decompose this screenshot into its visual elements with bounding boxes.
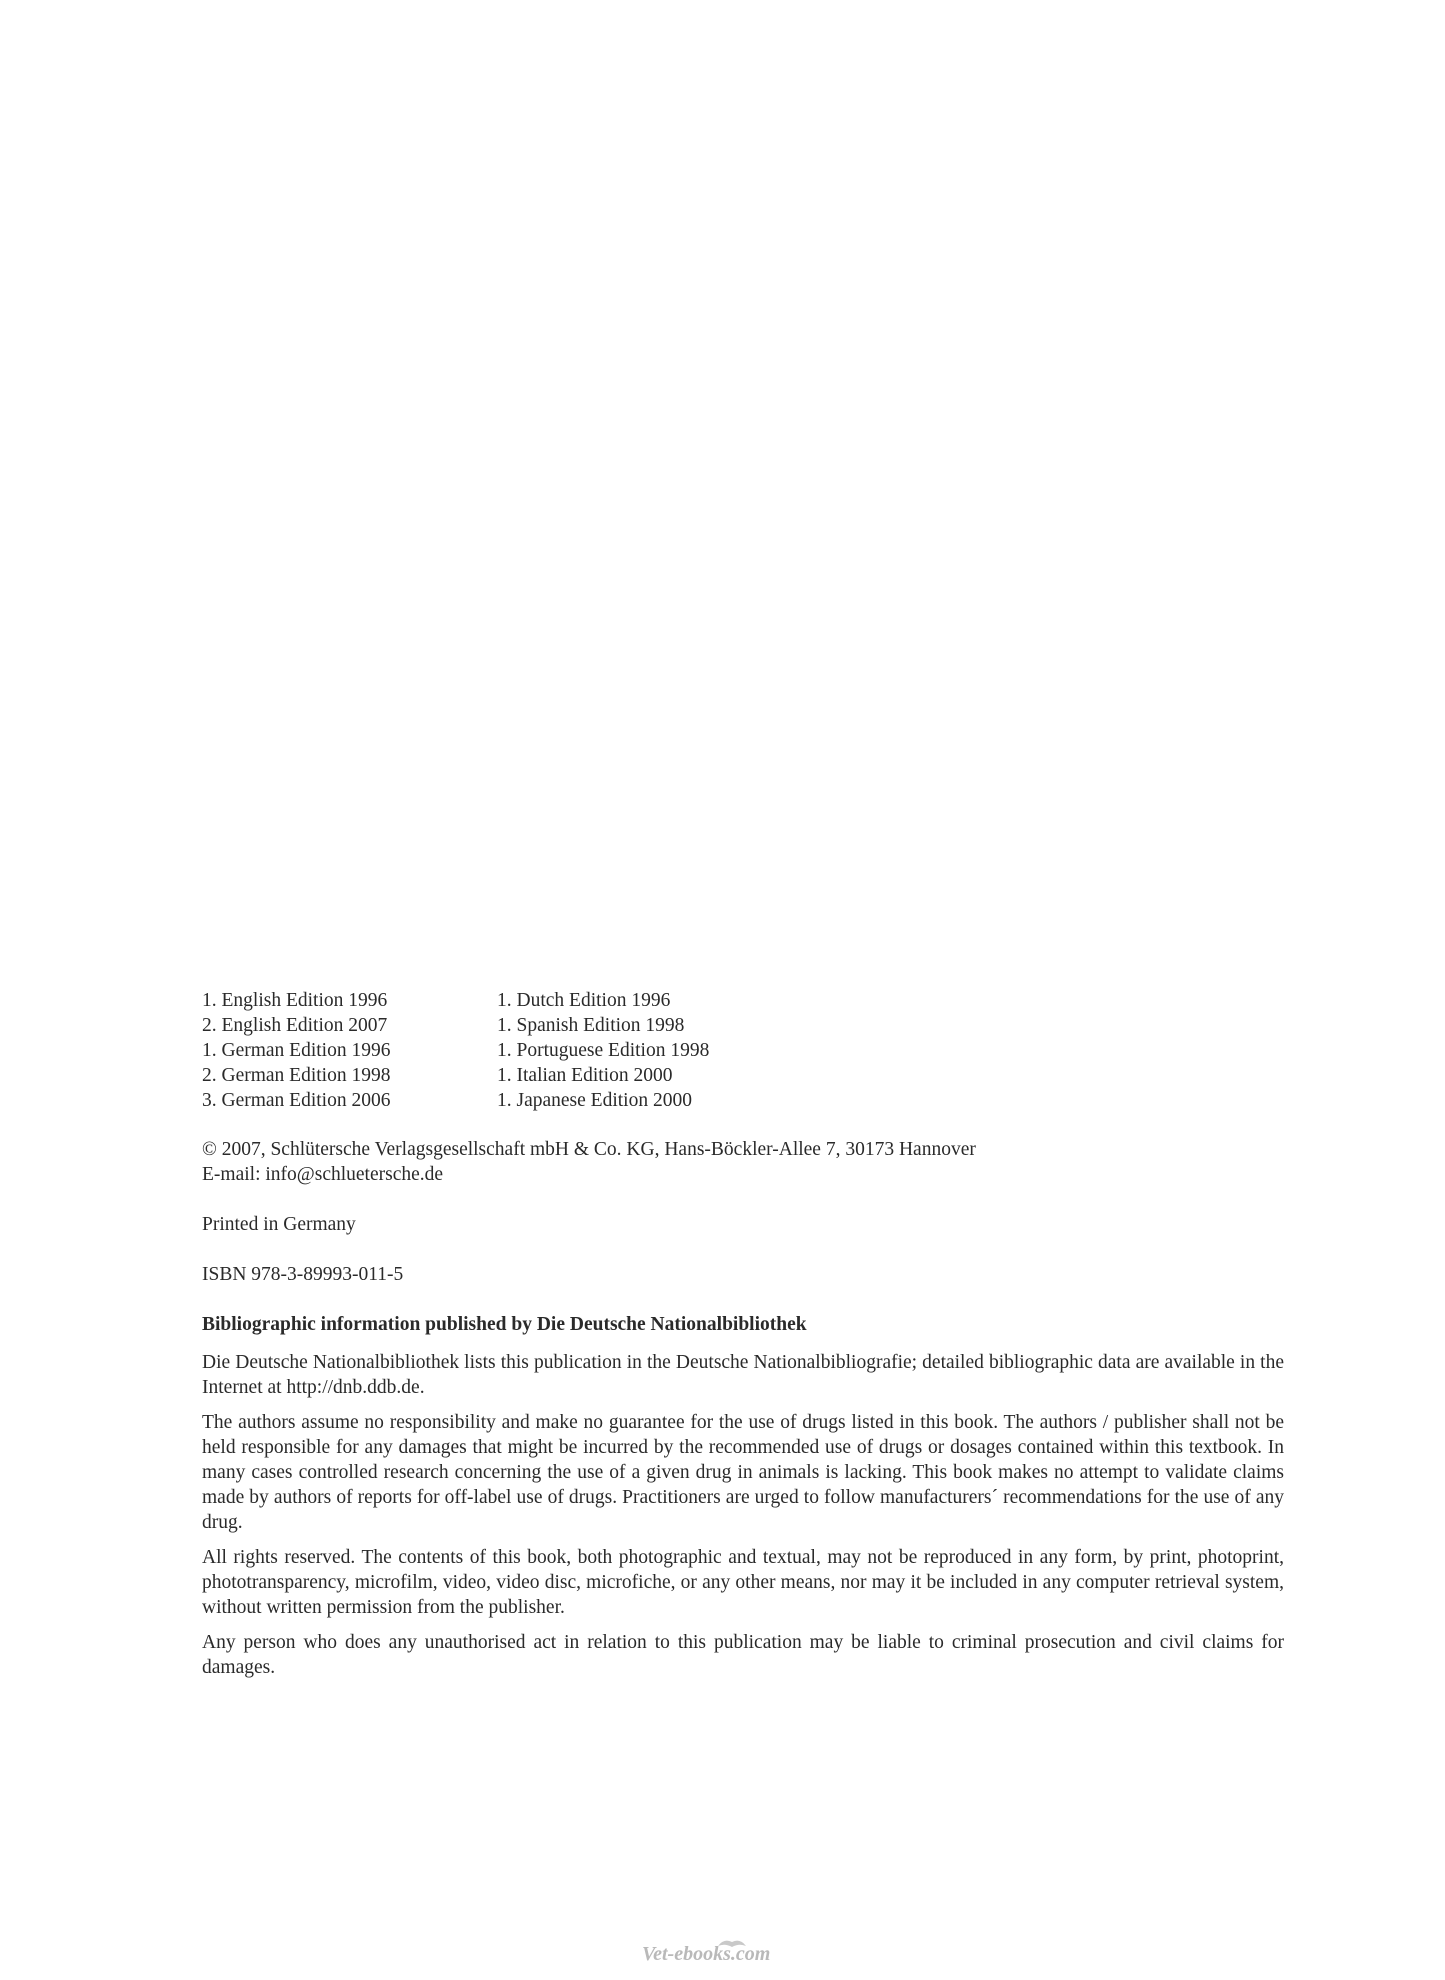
edition-entry: 1. Japanese Edition 2000 [497, 1090, 692, 1111]
editions-column-right [497, 988, 897, 1113]
edition-entry: 1. Portuguese Edition 1998 [497, 1040, 710, 1061]
rights-reserved-paragraph: All rights reserved. The contents of this book, both photographic and textual, may not be reproduced in any form, by print, photoprint, phototransparency, microfilm, video, video disc, microfiche, or any other means, nor may it be included in any computer retrieval system, without written permission from the publisher. [202, 1547, 1284, 1618]
watermark-text: Vet-ebooks.com [642, 1943, 771, 1965]
isbn: ISBN 978-3-89993-011-5 [202, 1264, 404, 1285]
copyright-notice [202, 1137, 1284, 1187]
copyright-line: © 2007, Schlütersche Verlagsgesellschaft mbH & Co. KG, Hans-Böckler-Allee 7, 30173 Hannover [202, 1139, 976, 1160]
edition-entry: 1. Italian Edition 2000 [497, 1065, 673, 1086]
editions-list [202, 988, 1284, 1113]
edition-entry: 2. English Edition 2007 [202, 1015, 388, 1036]
edition-entry: 2. German Edition 1998 [202, 1065, 391, 1086]
edition-entry: 1. English Edition 1996 [202, 990, 388, 1011]
printed-in: Printed in Germany [202, 1214, 356, 1235]
edition-entry: 1. Dutch Edition 1996 [497, 990, 671, 1011]
bibliographic-heading: Bibliographic information published by Die Deutsche Nationalbibliothek [202, 1314, 807, 1335]
drug-disclaimer-paragraph: The authors assume no responsibility and make no guarantee for the use of drugs listed in this book. The authors / publisher shall not be held responsible for any damages that might be incurred by the recommended use of drugs or dosages contained within this textbook. In many cases controlled research concerning the use of a given drug in animals is lacking. This book makes no attempt to validate claims made by authors of reports for off-label use of drugs. Practitioners are urged to follow manufacturers´ recommendations for the use of any drug. [202, 1412, 1284, 1533]
editions-column-left [202, 988, 497, 1113]
edition-entry: 1. Spanish Edition 1998 [497, 1015, 685, 1036]
bibliographic-paragraph: Die Deutsche Nationalbibliothek lists this publication in the Deutsche Nationalbibliografie; detailed bibliographic data are available in the Internet at http://dnb.ddb.de. [202, 1352, 1284, 1398]
watermark-logo [640, 1932, 820, 1966]
edition-entry: 3. German Edition 2006 [202, 1090, 391, 1111]
liability-paragraph: Any person who does any unauthorised act in relation to this publication may be liable to criminal prosecution and civil claims for damages. [202, 1632, 1284, 1678]
edition-entry: 1. German Edition 1996 [202, 1040, 391, 1061]
publisher-email: E-mail: info@schluetersche.de [202, 1164, 444, 1185]
